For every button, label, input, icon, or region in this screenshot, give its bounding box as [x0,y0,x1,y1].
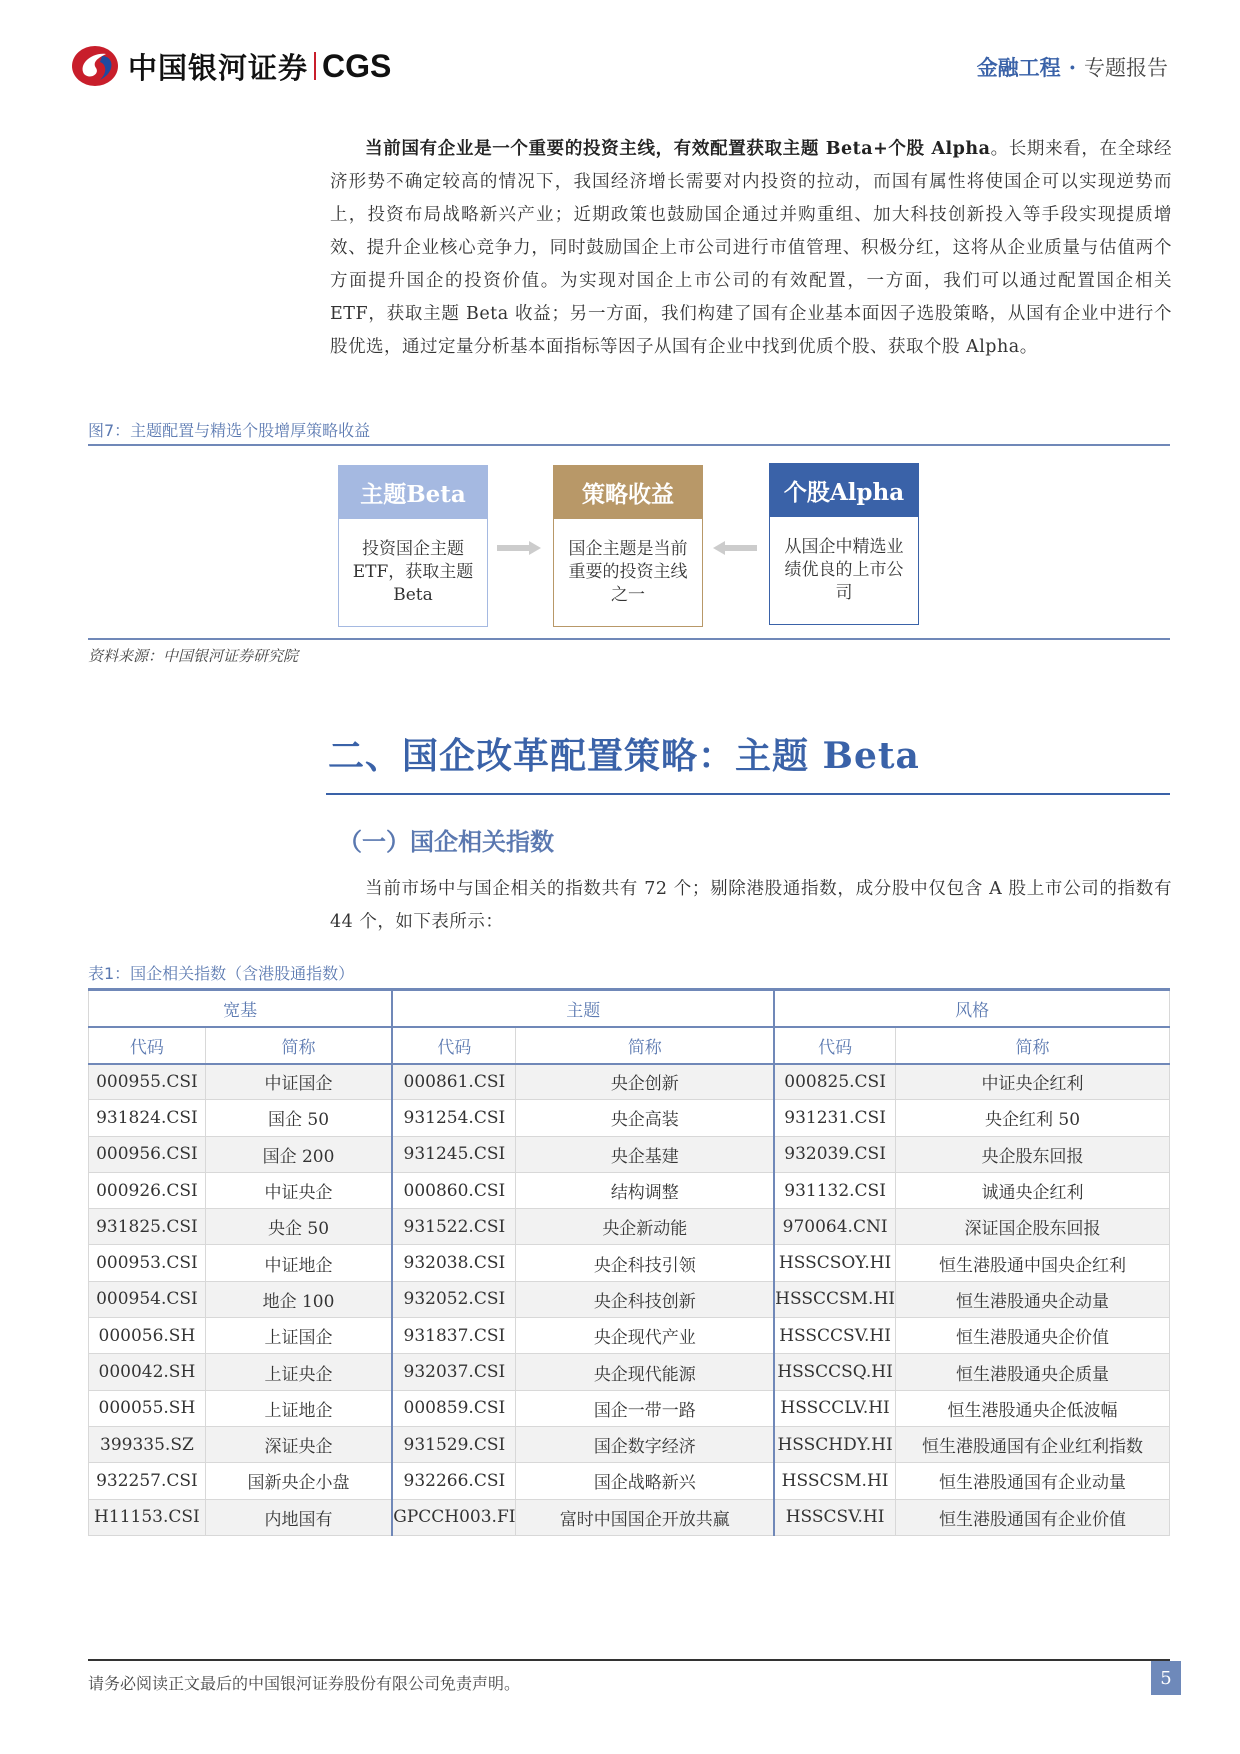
cell-name: 富时中国国企开放共赢 [516,1499,774,1535]
cell-code: GPCCH003.FI [392,1499,516,1535]
logo-mark-icon [70,44,120,88]
cell-code: HSSCSV.HI [774,1499,895,1535]
left-arrow-icon [713,541,757,555]
cell-name: 恒生港股通央企低波幅 [896,1390,1170,1426]
cell-code: 931132.CSI [774,1172,895,1208]
cell-code: 931231.CSI [774,1100,895,1136]
table-caption: 表1：国企相关指数（含港股通指数） [88,964,355,983]
table-row [89,1136,1170,1172]
table-row [89,1390,1170,1426]
group-broad-based: 宽基 [89,990,393,1027]
col-code: 代码 [392,1027,516,1064]
cell-name: 深证央企 [205,1426,392,1462]
cell-name: 上证地企 [205,1390,392,1426]
cell-name: 中证央企 [205,1172,392,1208]
cell-code: 000056.SH [89,1318,206,1354]
cell-code: HSSCSOY.HI [774,1245,895,1281]
col-name: 简称 [516,1027,774,1064]
cell-code: 931529.CSI [392,1426,516,1462]
cell-code: 000860.CSI [392,1172,516,1208]
cell-name: 恒生港股通中国央企红利 [896,1245,1170,1281]
table-row [89,1426,1170,1462]
cell-code: 000042.SH [89,1354,206,1390]
box-body: 国企主题是当前重要的投资主线之一 [568,539,688,605]
cell-name: 央企基建 [516,1136,774,1172]
cell-name: 央企股东回报 [896,1136,1170,1172]
cell-name: 中证央企红利 [896,1064,1170,1100]
cell-name: 央企高装 [516,1100,774,1136]
table-row [89,1100,1170,1136]
cell-name: 恒生港股通央企质量 [896,1354,1170,1390]
cell-name: 央企创新 [516,1064,774,1100]
cell-code: 931824.CSI [89,1100,206,1136]
cell-code: 932257.CSI [89,1463,206,1499]
cell-name: 国企战略新兴 [516,1463,774,1499]
intro-lead: 当前国有企业是一个重要的投资主线，有效配置获取主题 Beta+个股 Alpha [365,139,991,159]
cell-name: 地企 100 [205,1281,392,1317]
cell-name: 央企现代能源 [516,1354,774,1390]
section-paragraph [330,873,1172,939]
cell-code: HSSCSM.HI [774,1463,895,1499]
cell-name: 央企现代产业 [516,1318,774,1354]
department-label: 金融工程 [976,55,1061,80]
section-rule [326,793,1170,795]
table-row [89,1354,1170,1390]
page-number: 5 [1151,1661,1181,1695]
cell-code: 000954.CSI [89,1281,206,1317]
table-row [89,1281,1170,1317]
cell-name: 恒生港股通央企动量 [896,1281,1170,1317]
cell-code: 932039.CSI [774,1136,895,1172]
table-row [89,1172,1170,1208]
table-group-header [89,990,1170,1027]
cell-code: 931522.CSI [392,1209,516,1245]
box-body: 投资国企主题ETF，获取主题Beta [352,539,474,605]
cell-name: 国企 50 [205,1100,392,1136]
intro-body: 。长期来看，在全球经济形势不确定较高的情况下，我国经济增长需要对内投资的拉动，而国有属性将使国企可以实现逆势而上，投资布局战略新兴产业；近期政策也鼓励国企通过并购重组、加大科技创新投入等手段实现提质增效、提升企业核心竞争力，同时鼓励国企上市公司进行市值管理、积极分红，这将从企业质量与估值两个方面提升国企的投资价值。为实现对国企上市公司的有效配置，一方面，我们可以通过配置国企相关 ETF，获取主题 Beta 收益；另一方面，我们构建了国有企业基本面因子选股策略，从国有企业中进行个股优选，通过定量分析基本面指标等因子从国有企业中找到优质个股、获取个股 Alpha。 [330,139,1173,357]
box-title: 个股Alpha [770,464,918,517]
cell-code: 000859.CSI [392,1390,516,1426]
cell-name: 国企一带一路 [516,1390,774,1426]
cell-code: 931825.CSI [89,1209,206,1245]
report-category [977,52,1168,82]
cell-name: 国企数字经济 [516,1426,774,1462]
cell-name: 诚通央企红利 [896,1172,1170,1208]
cell-name: 央企科技创新 [516,1281,774,1317]
cell-code: 932037.CSI [392,1354,516,1390]
cell-code: HSSCHDY.HI [774,1426,895,1462]
col-code: 代码 [774,1027,895,1064]
diagram-box-theme-beta [338,465,488,627]
intro-paragraph [330,133,1172,364]
cell-name: 国企 200 [205,1136,392,1172]
cell-name: 中证国企 [205,1064,392,1100]
col-code: 代码 [89,1027,206,1064]
cell-name: 恒生港股通央企价值 [896,1318,1170,1354]
col-name: 简称 [896,1027,1170,1064]
logo-abbr: CGS [322,47,392,84]
cell-code: H11153.CSI [89,1499,206,1535]
cell-code: 399335.SZ [89,1426,206,1462]
logo-text: 中国银河证券 [128,50,309,85]
col-name: 简称 [205,1027,392,1064]
table-row [89,1318,1170,1354]
table-row [89,1463,1170,1499]
cell-code: HSSCCSM.HI [774,1281,895,1317]
source-note: 资料来源：中国银河证券研究院 [88,647,299,665]
cell-name: 上证国企 [205,1318,392,1354]
box-title: 策略收益 [554,466,702,519]
cell-code: HSSCCSQ.HI [774,1354,895,1390]
cell-code: 000926.CSI [89,1172,206,1208]
diagram-box-strategy-return [553,465,703,627]
group-theme: 主题 [392,990,774,1027]
section-heading: 二、国企改革配置策略：主题 Beta [328,735,920,777]
cell-code: 931245.CSI [392,1136,516,1172]
page-header [0,0,1240,110]
cell-name: 深证国企股东回报 [896,1209,1170,1245]
cell-name: 央企 50 [205,1209,392,1245]
table-row [89,1064,1170,1100]
group-style: 风格 [774,990,1169,1027]
cell-code: HSSCCLV.HI [774,1390,895,1426]
footer-disclaimer: 请务必阅读正文最后的中国银河证券股份有限公司免责声明。 [88,1674,521,1693]
cell-code: 000861.CSI [392,1064,516,1100]
figure-caption: 图7：主题配置与精选个股增厚策略收益 [88,421,371,440]
cell-code: 931254.CSI [392,1100,516,1136]
logo-divider [314,52,316,80]
cell-name: 央企新动能 [516,1209,774,1245]
section-para-text: 当前市场中与国企相关的指数共有 72 个；剔除港股通指数，成分股中仅包含 A 股上市公司的指数有 44 个，如下表所示： [330,879,1172,932]
cell-name: 恒生港股通国有企业红利指数 [896,1426,1170,1462]
table-row [89,1499,1170,1535]
report-type-label: 专题报告 [1084,56,1168,80]
cell-code: 931837.CSI [392,1318,516,1354]
table-column-header [89,1027,1170,1064]
cell-name: 结构调整 [516,1172,774,1208]
cell-code: 000055.SH [89,1390,206,1426]
footer-rule [88,1659,1170,1661]
subsection-heading: （一）国企相关指数 [338,827,554,856]
table-row [89,1209,1170,1245]
box-title: 主题Beta [339,466,487,519]
box-body: 从国企中精选业绩优良的上市公司 [784,537,904,603]
figure-bottom-rule [88,638,1170,640]
cell-code: 000955.CSI [89,1064,206,1100]
index-table [88,988,1170,1536]
cell-code: 932038.CSI [392,1245,516,1281]
separator-dot: · [1068,55,1076,80]
cell-code: HSSCCSV.HI [774,1318,895,1354]
cell-name: 央企科技引领 [516,1245,774,1281]
cell-code: 932052.CSI [392,1281,516,1317]
cell-name: 央企红利 50 [896,1100,1170,1136]
cell-name: 恒生港股通国有企业动量 [896,1463,1170,1499]
cell-code: 932266.CSI [392,1463,516,1499]
cell-code: 970064.CNI [774,1209,895,1245]
diagram-box-stock-alpha [769,463,919,625]
cell-code: 000953.CSI [89,1245,206,1281]
cell-name: 内地国有 [205,1499,392,1535]
company-logo [70,44,391,88]
table-row [89,1245,1170,1281]
cell-code: 000956.CSI [89,1136,206,1172]
cell-name: 国新央企小盘 [205,1463,392,1499]
cell-name: 上证央企 [205,1354,392,1390]
cell-code: 000825.CSI [774,1064,895,1100]
cell-name: 中证地企 [205,1245,392,1281]
right-arrow-icon [497,541,541,555]
figure-top-rule [88,444,1170,446]
cell-name: 恒生港股通国有企业价值 [896,1499,1170,1535]
